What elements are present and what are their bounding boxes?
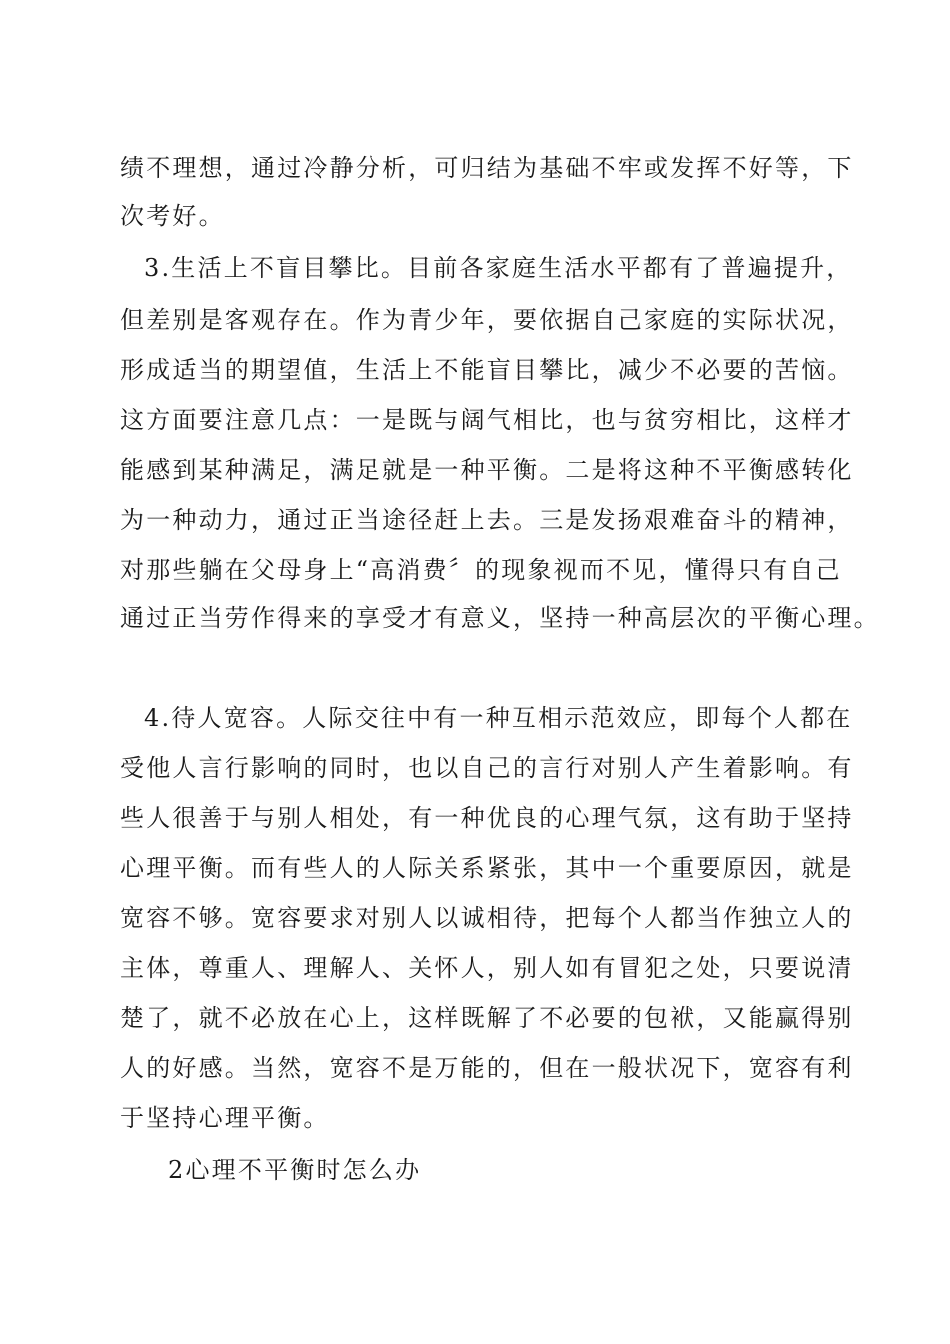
paragraph-line: 形成适当的期望值，生活上不能盲目攀比，减少不必要的苦恼。: [120, 356, 854, 384]
paragraph-line: 通过正当劳作得来的享受才有意义，坚持一种高层次的平衡心理。: [120, 604, 880, 632]
paragraph-line: 人的好感。当然，宽容不是万能的，但在一般状况下，宽容有利: [120, 1054, 854, 1082]
paragraph-line: 些人很善于与别人相处，有一种优良的心理气氛，这有助于坚持: [120, 804, 854, 832]
paragraph-line: 宽容不够。宽容要求对别人以诚相待，把每个人都当作独立人的: [120, 904, 854, 932]
paragraph-line: 4.待人宽容。人际交往中有一种互相示范效应，即每个人都在: [144, 704, 853, 732]
paragraph-line: 为一种动力，通过正当途径赶上去。三是发扬艰难奋斗的精神，: [120, 506, 854, 534]
paragraph-line: 主体，尊重人、理解人、关怀人，别人如有冒犯之处，只要说清: [120, 954, 854, 982]
paragraph-line: 心理平衡。而有些人的人际关系紧张，其中一个重要原因，就是: [120, 854, 854, 882]
paragraph-line: 但差别是客观存在。作为青少年，要依据自己家庭的实际状况，: [120, 306, 854, 334]
paragraph-line: 对那些躺在父母身上“高消费〞的现象视而不见，懂得只有自己: [120, 556, 842, 584]
paragraph-line: 次考好。: [120, 202, 225, 230]
paragraph-line: 楚了，就不必放在心上，这样既解了不必要的包袱，又能赢得别: [120, 1004, 854, 1032]
paragraph-line: 3.生活上不盲目攀比。目前各家庭生活水平都有了普遍提升，: [144, 254, 853, 282]
paragraph-line: 于坚持心理平衡。: [120, 1104, 330, 1132]
paragraph-line: 能感到某种满足，满足就是一种平衡。二是将这种不平衡感转化: [120, 456, 854, 484]
paragraph-line: 受他人言行影响的同时，也以自己的言行对别人产生着影响。有: [120, 754, 854, 782]
paragraph-line: 绩不理想，通过冷静分析，可归结为基础不牢或发挥不好等，下: [120, 154, 854, 182]
paragraph-line: 这方面要注意几点：一是既与阔气相比，也与贫穷相比，这样才: [120, 406, 854, 434]
section-heading: 2心理不平衡时怎么办: [168, 1156, 422, 1184]
